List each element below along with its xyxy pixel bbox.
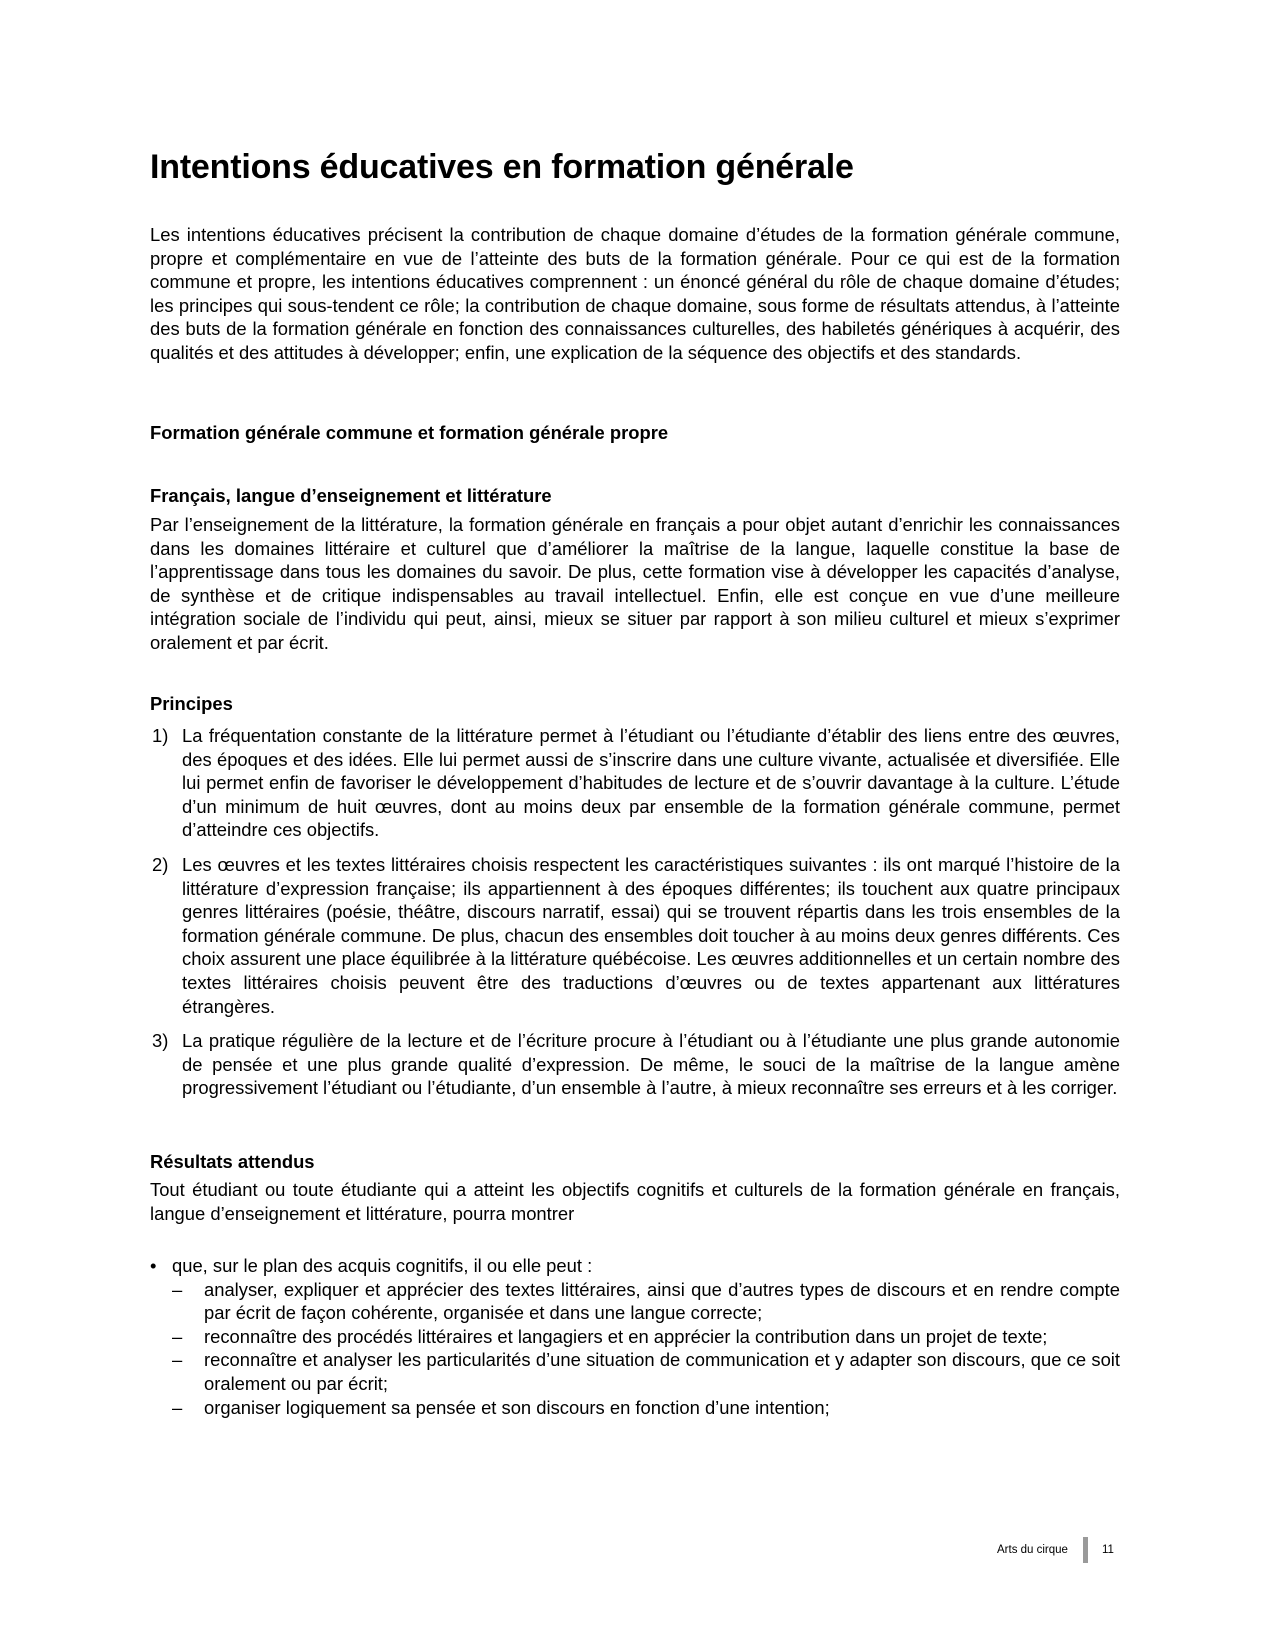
sub-item-text: reconnaître et analyser les particularités d’une situation de communication et y adapter son discours, que ce soit oralement ou par écrit; bbox=[204, 1349, 1120, 1394]
item-number: 2) bbox=[152, 853, 169, 875]
item-text: La fréquentation constante de la littérature permet à l’étudiant ou l’étudiante d’établir des liens entre des œuvres, des époques et des idées. Elle lui permet aussi de s’inscrire dans une culture vivante, actualisée et diversifiée. Elle lui permet enfin de favoriser le développement d’habitudes de lecture et de s’ouvrir davantage à la culture. L’étude d’un minimum de huit œuvres, dont au moins deux par ensemble de la formation générale commune, permet d’atteindre ces objectifs. bbox=[182, 725, 1120, 841]
dash-icon: – bbox=[172, 1349, 183, 1371]
page-number: 11 bbox=[1101, 1544, 1114, 1556]
page-footer bbox=[997, 1537, 1114, 1563]
dash-icon: – bbox=[172, 1325, 183, 1347]
footer-document-title: Arts du cirque bbox=[997, 1544, 1068, 1556]
principle-item bbox=[150, 853, 1120, 1018]
sub-item bbox=[172, 1325, 1120, 1349]
principes-list bbox=[150, 724, 1120, 1111]
footer-separator bbox=[1083, 1537, 1088, 1563]
item-text: Les œuvres et les textes littéraires choisis respectent les caractéristiques suivantes : ils ont marqué l’histoire de la littérature d’expression française; ils appartiennent à des époques différentes; ils touchent aux quatre principaux genres littéraires (poésie, théâtre, discours narratif, essai) qui se trouvent répartis dans les trois ensembles de la formation générale commune. De plus, chacun des ensembles doit toucher à au moins deux genres différents. Ces choix assurent une place équilibrée à la littérature québécoise. Les œuvres additionnelles et un certain nombre des textes littéraires choisis peuvent être des traductions d’œuvres ou de textes appartenant aux littératures étrangères. bbox=[182, 853, 1120, 1017]
principle-item bbox=[150, 724, 1120, 842]
dash-icon: – bbox=[172, 1278, 183, 1300]
dash-icon: – bbox=[172, 1396, 183, 1418]
francais-paragraph: Par l’enseignement de la littérature, la formation générale en français a pour objet autant d’enrichir les connaissances dans les domaines littéraire et culturel que d’améliorer la maîtrise de la langue, laquelle constitue la base de l’apprentissage dans tous les domaines du savoir. De plus, cette formation vise à développer les capacités d’analyse, de synthèse et de critique indispensables au travail intellectuel. Enfin, elle est conçue en vue d’une meilleure intégration sociale de l’individu qui peut, ainsi, mieux se situer par rapport à son milieu culturel et mieux s’exprimer oralement et par écrit. bbox=[150, 514, 1120, 653]
item-number: 3) bbox=[152, 1030, 169, 1052]
sub-item-text: reconnaître des procédés littéraires et langagiers et en apprécier la contribution dans un projet de texte; bbox=[204, 1325, 1048, 1347]
resultats-heading: Résultats attendus bbox=[150, 1151, 315, 1172]
resultats-intro: Tout étudiant ou toute étudiante qui a atteint les objectifs cognitifs et culturels de la formation générale en français, langue d’enseignement et littérature, pourra montrer bbox=[150, 1179, 1120, 1224]
bullet-text: que, sur le plan des acquis cognitifs, il ou elle peut : bbox=[172, 1255, 593, 1276]
bullet-icon: • bbox=[150, 1255, 157, 1276]
item-number: 1) bbox=[152, 725, 169, 746]
principle-item bbox=[150, 1029, 1120, 1100]
sub-item bbox=[172, 1348, 1120, 1395]
sub-list bbox=[172, 1278, 1120, 1420]
sub-item bbox=[172, 1396, 1120, 1420]
item-text: La pratique régulière de la lecture et de l’écriture procure à l’étudiant ou à l’étudiante une plus grande autonomie de pensée et une plus grande qualité d’expression. De même, le souci de la maîtrise de la langue amène progressivement l’étudiant ou l’étudiante, d’un ensemble à l’autre, à mieux reconnaître ses erreurs et à les corriger. bbox=[182, 1030, 1120, 1099]
section-heading: Formation générale commune et formation générale propre bbox=[150, 422, 669, 443]
bullet-item bbox=[150, 1254, 1120, 1419]
sub-item-text: analyser, expliquer et apprécier des textes littéraires, ainsi que d’autres types de discours et en rendre compte par écrit de façon cohérente, organisée et dans une langue correcte; bbox=[204, 1278, 1120, 1324]
intro-paragraph: Les intentions éducatives précisent la contribution de chaque domaine d’études de la formation générale commune, propre et complémentaire en vue de l’atteinte des buts de la formation générale. Pour ce qui est de la formation commune et propre, les intentions éducatives comprennent : un énoncé général du rôle de chaque domaine d’études; les principes qui sous-tendent ce rôle; la contribution de chaque domaine, sous forme de résultats attendus, à l’atteinte des buts de la formation générale en fonction des connaissances culturelles, des habiletés génériques à acquérir, des qualités et des attitudes à développer; enfin, une explication de la séquence des objectifs et des standards. bbox=[150, 224, 1120, 363]
principes-heading: Principes bbox=[150, 693, 233, 714]
resultats-list bbox=[150, 1254, 1120, 1419]
francais-heading: Français, langue d’enseignement et littérature bbox=[150, 485, 552, 506]
sub-item bbox=[172, 1278, 1120, 1325]
sub-item-text: organiser logiquement sa pensée et son discours en fonction d’une intention; bbox=[204, 1396, 830, 1418]
page-title: Intentions éducatives en formation générale bbox=[150, 148, 854, 186]
